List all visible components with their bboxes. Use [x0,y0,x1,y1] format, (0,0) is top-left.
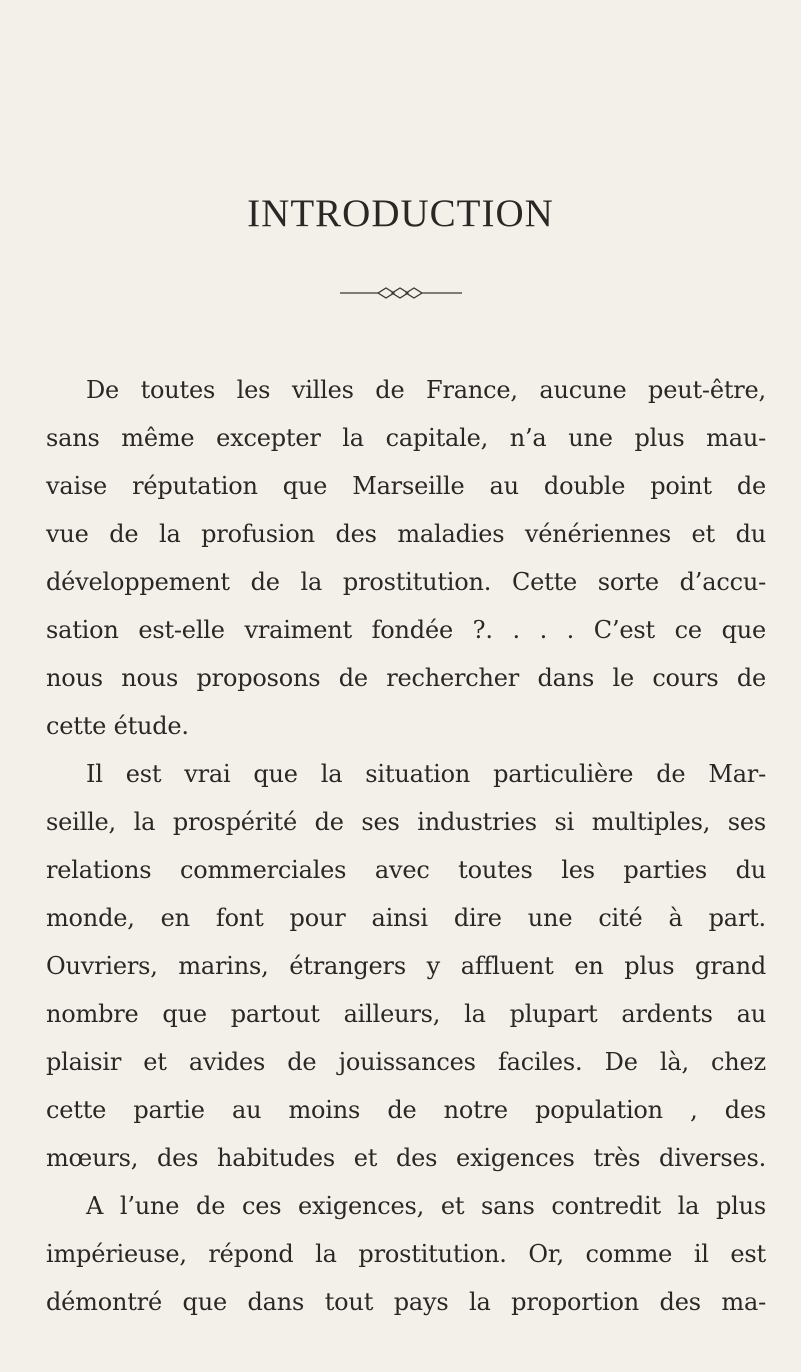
text-line: sation est-elle vraiment fondée ?. . . . C’est ce que [46,616,766,644]
text-line: impérieuse, répond la prostitution. Or, comme il est [46,1240,766,1268]
text-line: développement de la prostitution. Cette sorte d’accu- [46,568,766,596]
text-line: nombre que partout ailleurs, la plupart ardents au [46,1000,766,1028]
text-line: vaise réputation que Marseille au double point de [46,472,766,500]
text-line: vue de la profusion des maladies vénériennes et du [46,520,766,548]
text-line: nous nous proposons de rechercher dans le cours de [46,664,766,692]
text-line: monde, en font pour ainsi dire une cité à part. [46,904,766,932]
text-line: relations commerciales avec toutes les parties du [46,856,766,884]
text-line: seille, la prospérité de ses industries si multiples, ses [46,808,766,836]
text-line: cette partie au moins de notre population , des [46,1096,766,1124]
text-line: De toutes les villes de France, aucune peut-être, [86,376,766,404]
text-line: démontré que dans tout pays la proportion des ma- [46,1288,766,1316]
text-line: mœurs, des habitudes et des exigences très diverses. [46,1144,766,1172]
ornament-divider-icon [340,285,462,301]
text-line: A l’une de ces exigences, et sans contredit la plus [86,1192,766,1220]
text-line: plaisir et avides de jouissances faciles. De là, chez [46,1048,766,1076]
text-line: Ouvriers, marins, étrangers y affluent en plus grand [46,952,766,980]
text-line: Il est vrai que la situation particulière de Mar- [86,760,766,788]
text-line: sans même excepter la capitale, n’a une plus mau- [46,424,766,452]
text-line: cette étude. [46,712,189,740]
chapter-title: INTRODUCTION [247,192,554,235]
body-text [46,366,766,1326]
